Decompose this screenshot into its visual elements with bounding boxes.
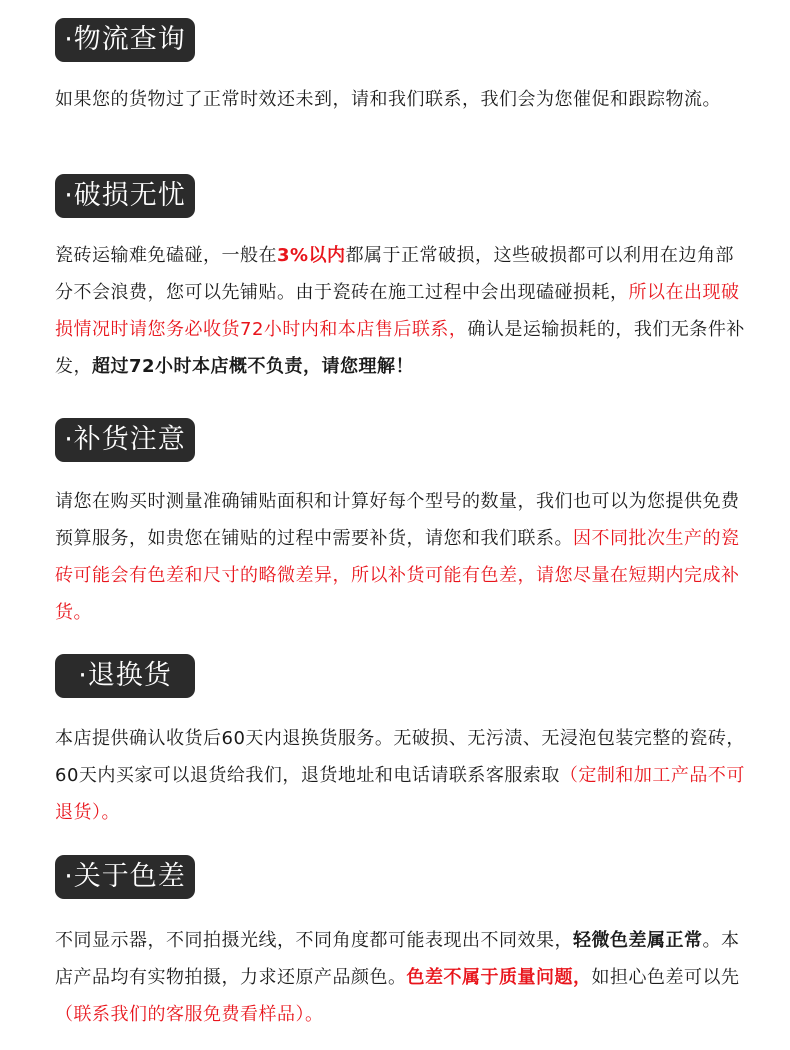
color-text-3: 如担心色差可以先: [591, 967, 740, 988]
returns-highlight: （定制和加工产品不可退货）。: [55, 765, 745, 823]
color-paragraph: [55, 922, 745, 1033]
damage-paragraph: [55, 237, 745, 385]
color-bold-normal: 轻微色差属正常: [573, 930, 703, 951]
returns-text: 本店提供确认收货后60天内退换货服务。无破损、无污渍、无浸泡包装完整的瓷砖，60天内买家可以退货给我们，退货地址和电话请联系客服索取: [55, 728, 745, 786]
restock-text: 请您在购买时测量准确铺贴面积和计算好每个型号的数量，我们也可以为您提供免费预算服务，如贵您在铺贴的过程中需要补货，请您和我们联系。: [55, 491, 740, 549]
color-text-1: 不同显示器，不同拍摄光线，不同角度都可能表现出不同效果，: [55, 930, 573, 951]
section-title-damage: ·破损无忧: [55, 174, 195, 218]
damage-bold-notice: 超过72小时本店概不负责，请您理解！: [92, 356, 415, 377]
damage-text-2: 都属于正常破损，这些破损都可以利用在边角部分不会浪费，您可以先铺贴。由于瓷砖在施工过程中会出现磕碰损耗，: [55, 245, 735, 303]
section-title-color-difference: ·关于色差: [55, 855, 195, 899]
logistics-paragraph: [55, 81, 745, 118]
returns-paragraph: [55, 720, 745, 831]
damage-highlight-contact: 所以在出现破损情况时请您务必收货72小时内和本店售后联系，: [55, 282, 740, 340]
color-highlight-sample: （联系我们的客服免费看样品）。: [55, 1004, 324, 1025]
damage-highlight-percent: 3%以内: [277, 245, 346, 266]
section-title-restock: ·补货注意: [55, 418, 195, 462]
logistics-text: 如果您的货物过了正常时效还未到，请和我们联系，我们会为您催促和跟踪物流。: [55, 89, 721, 110]
color-text-2: 。本店产品均有实物拍摄，力求还原产品颜色。: [55, 930, 740, 988]
damage-text-3: 确认是运输损耗的，我们无条件补发，: [55, 319, 745, 377]
section-title-returns: ·退换货: [55, 654, 195, 698]
section-title-logistics: ·物流查询: [55, 18, 195, 62]
damage-text-1: 瓷砖运输难免磕碰，一般在: [55, 245, 277, 266]
restock-paragraph: [55, 483, 745, 631]
restock-highlight: 因不同批次生产的瓷砖可能会有色差和尺寸的略微差异，所以补货可能有色差，请您尽量在短期内完成补货。: [55, 528, 740, 623]
color-highlight-quality: 色差不属于质量问题，: [406, 967, 592, 988]
